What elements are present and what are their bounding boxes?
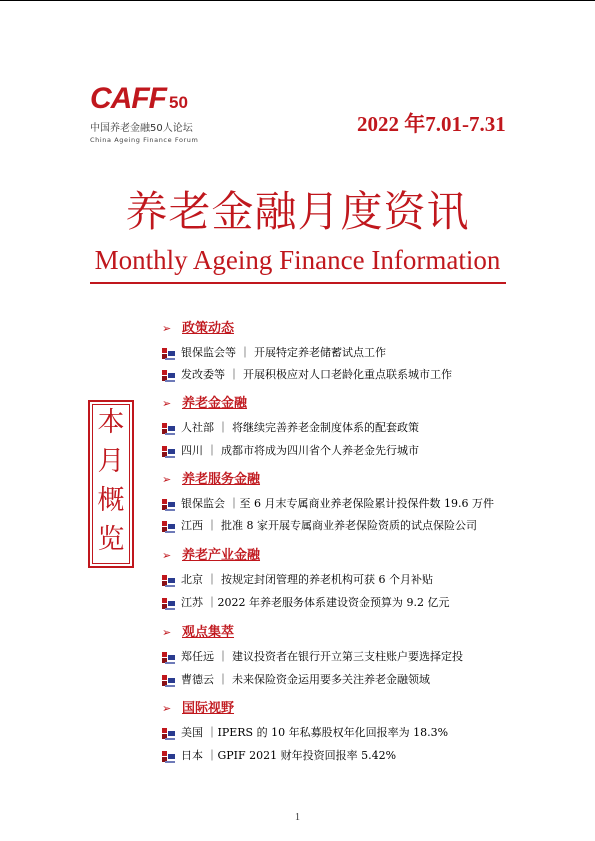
- list-item: [162, 672, 430, 688]
- section-viewpoints: [162, 622, 234, 640]
- section-title[interactable]: 政策动态: [182, 321, 235, 336]
- bullet-icon: [162, 520, 175, 533]
- arrow-icon: ➢: [162, 549, 172, 562]
- title-chinese: 养老金融月度资讯: [125, 187, 470, 236]
- logo-chinese-name: 中国养老金融50人论坛: [90, 123, 193, 134]
- bullet-icon: [162, 597, 175, 610]
- section-title[interactable]: 国际视野: [182, 701, 235, 716]
- section-pension-finance: [162, 393, 247, 411]
- bullet-icon: [162, 674, 175, 687]
- overview-char-2: 月: [97, 446, 125, 477]
- arrow-icon: ➢: [162, 322, 172, 335]
- monthly-overview-box: [88, 400, 134, 568]
- list-item: [162, 518, 477, 534]
- section-title[interactable]: 养老产业金融: [182, 548, 261, 563]
- bullet-icon: [162, 422, 175, 435]
- section-international: [162, 698, 234, 716]
- section-service-finance: [162, 469, 260, 487]
- list-item: [162, 748, 396, 764]
- arrow-icon: ➢: [162, 626, 172, 639]
- list-item: [162, 496, 494, 512]
- bullet-icon: [162, 651, 175, 664]
- bullet-icon: [162, 727, 175, 740]
- bullet-icon: [162, 445, 175, 458]
- list-item: [162, 725, 448, 741]
- item-text: 银保监会等 ｜ 开展特定养老储蓄试点工作: [181, 346, 386, 359]
- section-title[interactable]: 观点集萃: [182, 625, 235, 640]
- bullet-icon: [162, 369, 175, 382]
- section-industry-finance: [162, 545, 260, 563]
- logo-mark-text: CAFF: [90, 82, 166, 115]
- title-english: Monthly Ageing Finance Information: [94, 245, 501, 275]
- list-item: [162, 367, 452, 383]
- list-item: [162, 572, 433, 588]
- section-title[interactable]: 养老金金融: [182, 396, 248, 411]
- item-text: 曹德云 ｜ 未来保险资金运用要多关注养老金融领域: [181, 673, 430, 686]
- item-text: 美国 ｜IPERS 的 10 年私募股权年化回报率为 18.3%: [181, 726, 449, 739]
- bullet-icon: [162, 347, 175, 360]
- item-text: 郑任远 ｜ 建议投资者在银行开立第三支柱账户要选择定投: [181, 650, 463, 663]
- arrow-icon: ➢: [162, 473, 172, 486]
- section-policy: [162, 318, 234, 336]
- item-text: 人社部 ｜ 将继续完善养老金制度体系的配套政策: [181, 421, 419, 434]
- item-text: 北京 ｜ 按规定封闭管理的养老机构可获 6 个月补贴: [181, 573, 433, 586]
- arrow-icon: ➢: [162, 397, 172, 410]
- bullet-icon: [162, 498, 175, 511]
- top-border-line: [0, 0, 595, 1]
- item-text: 江西 ｜ 批准 8 家开展专属商业养老保险资质的试点保险公司: [181, 519, 477, 532]
- list-item: [162, 420, 419, 436]
- logo-number: 50: [168, 93, 188, 112]
- item-text: 日本 ｜GPIF 2021 财年投资回报率 5.42%: [181, 749, 397, 762]
- overview-char-1: 本: [97, 407, 125, 438]
- item-text: 四川 ｜ 成都市将成为四川省个人养老金先行城市: [181, 444, 419, 457]
- caff-logo: [90, 84, 198, 144]
- overview-char-4: 览: [97, 524, 125, 555]
- list-item: [162, 595, 449, 611]
- logo-mark: [90, 84, 198, 118]
- bullet-icon: [162, 750, 175, 763]
- title-divider: [90, 282, 506, 284]
- logo-english-name: China Ageing Finance Forum: [90, 136, 199, 144]
- page-number: 1: [295, 812, 300, 823]
- list-item: [162, 345, 386, 361]
- list-item: [162, 443, 419, 459]
- issue-date: 2022 年7.01-7.31: [357, 112, 506, 136]
- arrow-icon: ➢: [162, 702, 172, 715]
- list-item: [162, 649, 463, 665]
- section-title[interactable]: 养老服务金融: [182, 472, 261, 487]
- overview-char-3: 概: [97, 485, 125, 516]
- bullet-icon: [162, 574, 175, 587]
- item-text: 银保监会 ｜至 6 月末专属商业养老保险累计投保件数 19.6 万件: [181, 497, 494, 510]
- item-text: 发改委等 ｜ 开展积极应对人口老龄化重点联系城市工作: [181, 368, 452, 381]
- item-text: 江苏 ｜2022 年养老服务体系建设资金预算为 9.2 亿元: [181, 596, 450, 609]
